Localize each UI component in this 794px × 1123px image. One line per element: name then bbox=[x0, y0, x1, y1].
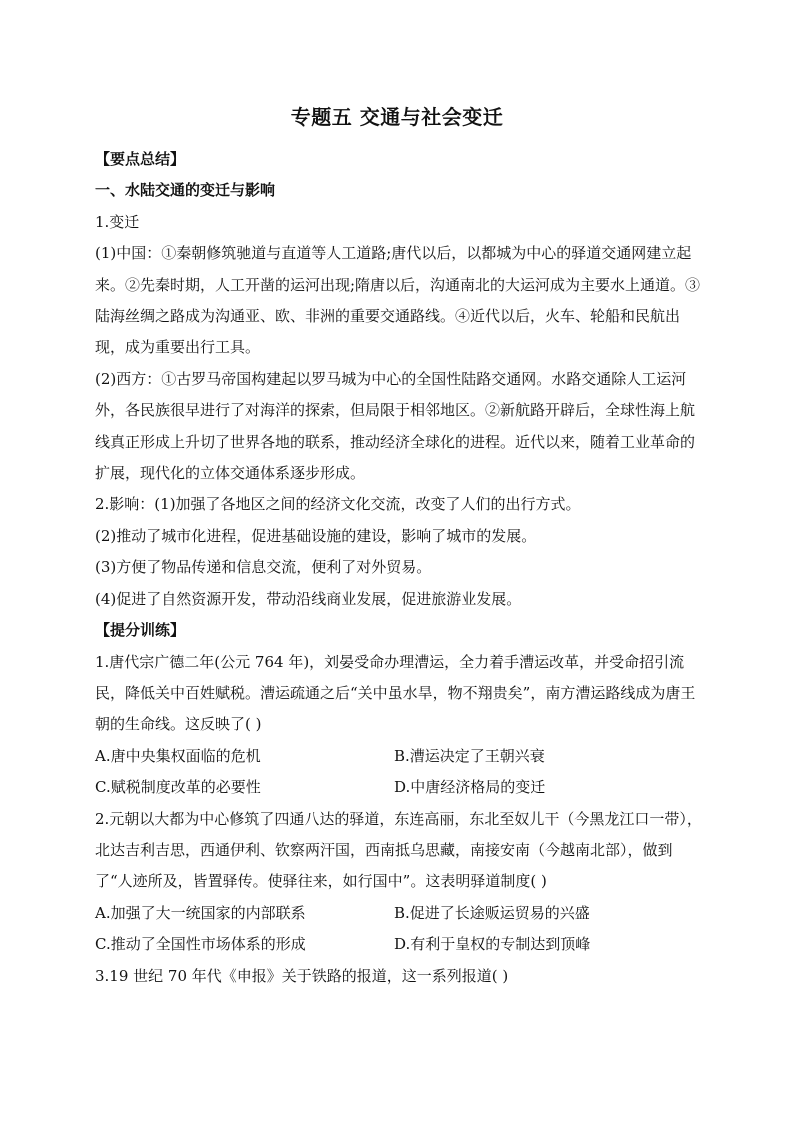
china-paragraph: (1)中国：①秦朝修筑驰道与直道等人工道路;唐代以后，以都城为中心的驿道交通网建立起来。②先秦时期，人工开凿的运河出现;隋唐以后，沟通南北的大运河成为主要水上通道。③陆海丝绸之路成为沟通亚、欧、非洲的重要交通路线。④近代以后，火车、轮船和民航出现，成为重要出行工具。 bbox=[95, 244, 701, 357]
option-a: A.唐中央集权面临的危机 bbox=[95, 746, 261, 765]
document-body bbox=[95, 144, 703, 992]
impact-line: (3)方便了物品传递和信息交流，便利了对外贸易。 bbox=[95, 558, 432, 577]
question-stem: 3.19 世纪 70 年代《申报》关于铁路的报道，这一系列报道( ) bbox=[95, 966, 509, 985]
section-title: 一、水陆交通的变迁与影响 bbox=[95, 181, 276, 200]
option-c: C.赋税制度改革的必要性 bbox=[95, 778, 261, 797]
impact-line: (4)促进了自然资源开发，带动沿线商业发展，促进旅游业发展。 bbox=[95, 589, 522, 608]
question-stem: 2.元朝以大都为中心修筑了四通八达的驿道，东连高丽，东北至奴儿干（今黑龙江口一带），北达吉利吉思，西通伊利、钦察两汗国，西南抵乌思藏，南接安南（今越南北部），做到了“人迹所及，皆置驿传。使驿往来，如行国中”。这表明驿道制度( ) bbox=[95, 809, 702, 891]
option-row bbox=[95, 929, 703, 960]
west-paragraph: (2)西方：①古罗马帝国构建起以罗马城为中心的全国性陆路交通网。水路交通除人工运河外，各民族很早进行了对海洋的探索，但局限于相邻地区。②新航路开辟后，全球性海上航线真正形成上升切了世界各地的联系，推动经济全球化的进程。近代以来，随着工业革命的扩展，现代化的立体交通体系逐步形成。 bbox=[95, 369, 696, 483]
change-title: 1.变迁 bbox=[95, 212, 140, 231]
training-heading: 【提分训练】 bbox=[95, 621, 186, 640]
option-a: A.加强了大一统国家的内部联系 bbox=[95, 903, 306, 922]
impact-line: 2.影响：(1)加强了各地区之间的经济文化交流，改变了人们的出行方式。 bbox=[95, 495, 581, 514]
summary-heading: 【要点总结】 bbox=[95, 150, 186, 168]
option-row bbox=[95, 741, 703, 772]
option-b: B.促进了长途贩运贸易的兴盛 bbox=[394, 903, 590, 922]
option-row bbox=[95, 898, 703, 929]
impact-line: (2)推动了城市化进程，促进基础设施的建设，影响了城市的发展。 bbox=[95, 526, 537, 545]
option-d: D.有利于皇权的专制达到顶峰 bbox=[394, 935, 591, 954]
option-row bbox=[95, 772, 703, 803]
option-b: B.漕运决定了王朝兴衰 bbox=[394, 746, 545, 765]
option-d: D.中唐经济格局的变迁 bbox=[394, 778, 546, 797]
option-c: C.推动了全国性市场体系的形成 bbox=[95, 935, 306, 954]
page-title: 专题五 交通与社会变迁 bbox=[290, 105, 504, 129]
question-stem: 1.唐代宗广德二年(公元 764 年)，刘晏受命办理漕运，全力着手漕运改革，并受命招引流民，降低关中百姓赋税。漕运疏通之后“关中虽水旱，物不翔贵矣”，南方漕运路线成为唐王朝的生命线。这反映了( ) bbox=[95, 652, 696, 734]
